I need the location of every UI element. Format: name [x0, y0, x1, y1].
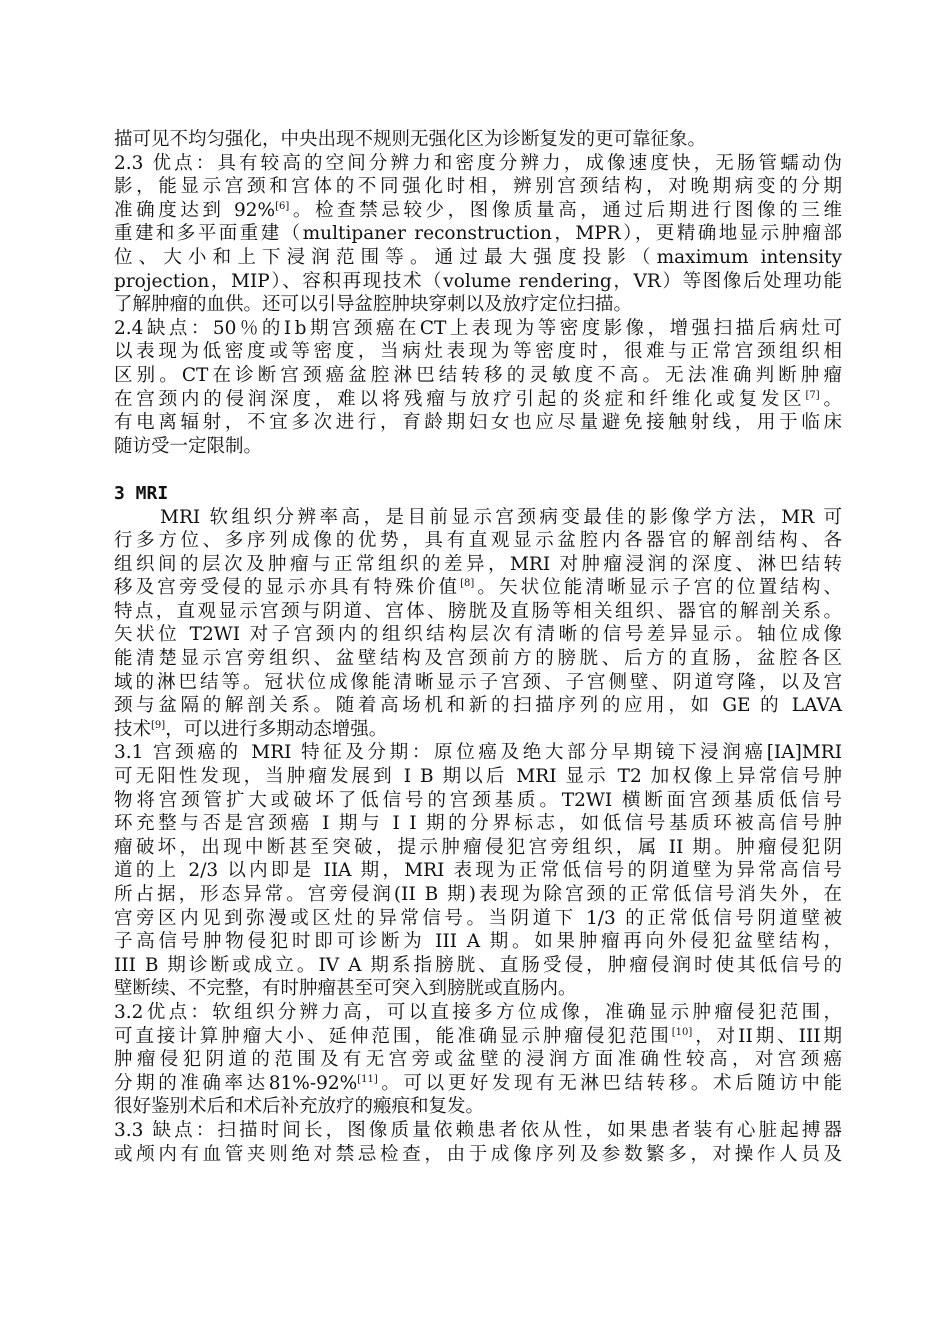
text-line	[114, 317, 842, 341]
line-text: MRI 软组织分辨率高，是目前显示宫颈病变最佳的影像学方法，MR 可	[160, 506, 842, 528]
text-line	[114, 293, 842, 317]
text-line	[114, 1001, 842, 1025]
text-line	[114, 623, 842, 647]
line-text: 很好鉴别术后和术后补充放疗的瘢痕和复发。	[114, 1096, 485, 1118]
line-text: 移及宫旁受侵的显示亦具有特殊价值	[114, 577, 461, 599]
line-text: 子高信号肿物侵犯时即可诊断为 III A 期。如果肿瘤再向外侵犯盆壁结构，	[114, 931, 842, 953]
text-line	[114, 576, 842, 600]
line-text: 道的上 2/3 以内即是 IIA 期，MRI 表现为正常低信号的阴道壁为异常高信号	[114, 860, 842, 882]
line-text: 位、大小和上下浸润范围等。通过最大强度投影（maximum intensity	[114, 246, 842, 268]
line-text: 组织间的层次及肿瘤与正常组织的差异，MRI 对肿瘤浸润的深度、淋巴结转	[114, 553, 842, 575]
line-text: 能清楚显示宫旁组织、盆壁结构及宫颈前方的膀胱、后方的直肠，盆腔各区	[114, 648, 842, 670]
line-text: projection，MIP）、容积再现技术（volume rendering，VR）等图像后处理功能	[114, 270, 842, 292]
line-text: 矢状位 T2WI 对子宫颈内的组织结构层次有清晰的信号差异显示。轴位成像	[114, 624, 842, 646]
text-line	[114, 1119, 842, 1143]
text-line	[114, 1048, 842, 1072]
line-text: 特点，直观显示宫颈与阴道、宫体、膀胱及直肠等相关组织、器官的解剖关系。	[114, 600, 842, 622]
line-text: 宫旁区内见到弥漫或区灶的异常信号。当阴道下 1/3 的正常低信号阴道壁被	[114, 907, 842, 929]
line-text: 瘤破坏，出现中断甚至突破，提示肿瘤侵犯宫旁组织，属 II 期。肿瘤侵犯阴	[114, 836, 842, 858]
line-text: 重建和多平面重建（multipaner reconstruction，MPR），更精确地显示肿瘤部	[114, 223, 842, 245]
citation-ref: [9]	[151, 719, 166, 731]
line-text: 壁断续、不完整，有时肿瘤甚至可突入到膀胱或直肠内。	[114, 978, 577, 1000]
line-text: 准确度达到 92%	[114, 199, 276, 221]
text-line	[114, 553, 842, 577]
text-line	[114, 1072, 842, 1096]
line-text: 2.4缺点：50％的Ⅰb期宫颈癌在CT上表现为等密度影像，增强扫描后病灶可	[114, 317, 842, 339]
paragraph-gap	[114, 458, 842, 482]
text-line	[114, 270, 842, 294]
text-line	[114, 506, 842, 530]
line-text: 描可见不均匀强化，中央出现不规则无强化区为诊断复发的更可靠征象。	[114, 129, 707, 150]
line-text-tail: ，对II期、III期	[692, 1025, 842, 1047]
line-text: 以表现为低密度或等密度，当病灶表现为等密度时，很难与正常宫颈组织相	[114, 341, 842, 363]
text-line	[114, 883, 842, 907]
line-text: 有电离辐射，不宜多次进行，育龄期妇女也应尽量避免接触射线，用于临床	[114, 412, 842, 434]
text-line	[114, 836, 842, 860]
line-text-tail: 。	[819, 388, 842, 410]
text-line	[114, 1095, 842, 1119]
citation-ref: [11]	[357, 1073, 378, 1085]
text-line	[114, 977, 842, 1001]
text-line	[114, 411, 842, 435]
line-text: 可无阳性发现，当肿瘤发展到 I B 期以后 MRI 显示 T2 加权像上异常信号肿	[114, 766, 842, 788]
text-line	[114, 718, 842, 742]
line-text: 3.3 缺点：扫描时间长，图像质量依赖患者依从性，如果患者装有心脏起搏器	[114, 1119, 842, 1141]
section-2-text	[114, 128, 842, 458]
text-line	[114, 859, 842, 883]
text-line	[114, 364, 842, 388]
citation-ref: [6]	[275, 200, 290, 212]
text-line	[114, 812, 842, 836]
text-line	[114, 388, 842, 412]
line-text: 随访受一定限制。	[114, 435, 263, 457]
text-line	[114, 907, 842, 931]
text-line	[114, 175, 842, 199]
text-line	[114, 435, 842, 459]
text-line	[114, 600, 842, 624]
line-text: 在宫颈内的侵润深度，难以将残瘤与放疗引起的炎症和纤维化或复发区	[114, 388, 806, 410]
section-heading-mri: 3 MRI	[114, 482, 169, 504]
line-text: 环充整与否是宫颈癌 I 期与 I I 期的分界标志，如低信号基质环被高信号肿	[114, 813, 842, 835]
text-line	[114, 529, 842, 553]
line-text-tail: ，可以进行多期动态增强。	[165, 718, 388, 740]
text-line	[114, 765, 842, 789]
citation-ref: [10]	[671, 1026, 693, 1038]
text-line	[114, 1143, 842, 1167]
text-line	[114, 199, 842, 223]
text-line	[114, 694, 842, 718]
citation-ref: [8]	[460, 578, 475, 590]
line-text-tail: 。可以更好发现有无淋巴结转移。术后随访中能	[377, 1072, 842, 1094]
text-line	[114, 128, 842, 152]
line-text: 颈与盆隔的解剖关系。随着高场机和新的扫描序列的应用，如 GE 的 LAVA	[114, 695, 842, 717]
line-text: 域的淋巴结等。冠状位成像能清晰显示子宫颈、子宫侧壁、阴道穹隆，以及宫	[114, 671, 842, 693]
text-line	[114, 954, 842, 978]
text-line	[114, 647, 842, 671]
line-text: 3.2优点：软组织分辨力高，可以直接多方位成像，准确显示肿瘤侵犯范围，	[114, 1001, 842, 1023]
line-text: 所占据，形态异常。宫旁侵润(II B 期)表现为除宫颈的正常低信号消失外，在	[114, 884, 842, 905]
text-line	[114, 152, 842, 176]
line-text: 了解肿瘤的血供。还可以引导盆腔肿块穿刺以及放疗定位扫描。	[114, 294, 633, 316]
line-text: 技术	[114, 718, 152, 740]
line-text: 区别。CT在诊断宫颈癌盆腔淋巴结转移的灵敏度不高。无法准确判断肿瘤	[114, 364, 842, 386]
line-text: 物将宫颈管扩大或破坏了低信号的宫颈基质。T2WI 横断面宫颈基质低信号	[114, 789, 842, 811]
line-text: 或颅内有血管夹则绝对禁忌检查，由于成像序列及参数繁多，对操作人员及	[114, 1143, 842, 1165]
document-page	[114, 128, 842, 1166]
line-text: 肿瘤侵犯阴道的范围及有无宫旁或盆壁的浸润方面准确性较高，对宫颈癌	[114, 1049, 842, 1071]
line-text: 2.3 优点：具有较高的空间分辨力和密度分辨力，成像速度快，无肠管蠕动伪	[114, 152, 842, 174]
text-line	[114, 222, 842, 246]
text-line	[114, 671, 842, 695]
line-text: III B 期诊断或成立。IV A 期系指膀胱、直肠受侵，肿瘤侵润时使其低信号的	[114, 954, 842, 976]
line-text: 行多方位、多序列成像的优势，具有直观显示盆腔内各器官的解剖结构、各	[114, 530, 842, 552]
citation-ref: [7]	[805, 389, 820, 401]
section-3-text	[114, 506, 842, 1167]
text-line	[114, 930, 842, 954]
line-text-tail: 。检查禁忌较少，图像质量高，通过后期进行图像的三维	[289, 199, 842, 221]
text-line	[114, 246, 842, 270]
line-text: 影，能显示宫颈和宫体的不同强化时相，辨别宫颈结构，对晚期病变的分期	[114, 176, 842, 198]
text-line	[114, 741, 842, 765]
line-text: 3.1 宫颈癌的 MRI 特征及分期：原位癌及绝大部分早期镜下浸润癌[IA]MRI	[114, 742, 842, 764]
line-text-tail: 。矢状位能清晰显示子宫的位置结构、	[474, 577, 842, 599]
text-line	[114, 789, 842, 813]
line-text: 分期的准确率达81%-92%	[114, 1072, 358, 1094]
text-line	[114, 1025, 842, 1049]
line-text: 可直接计算肿瘤大小、延伸范围，能准确显示肿瘤侵犯范围	[114, 1025, 672, 1047]
text-line	[114, 340, 842, 364]
